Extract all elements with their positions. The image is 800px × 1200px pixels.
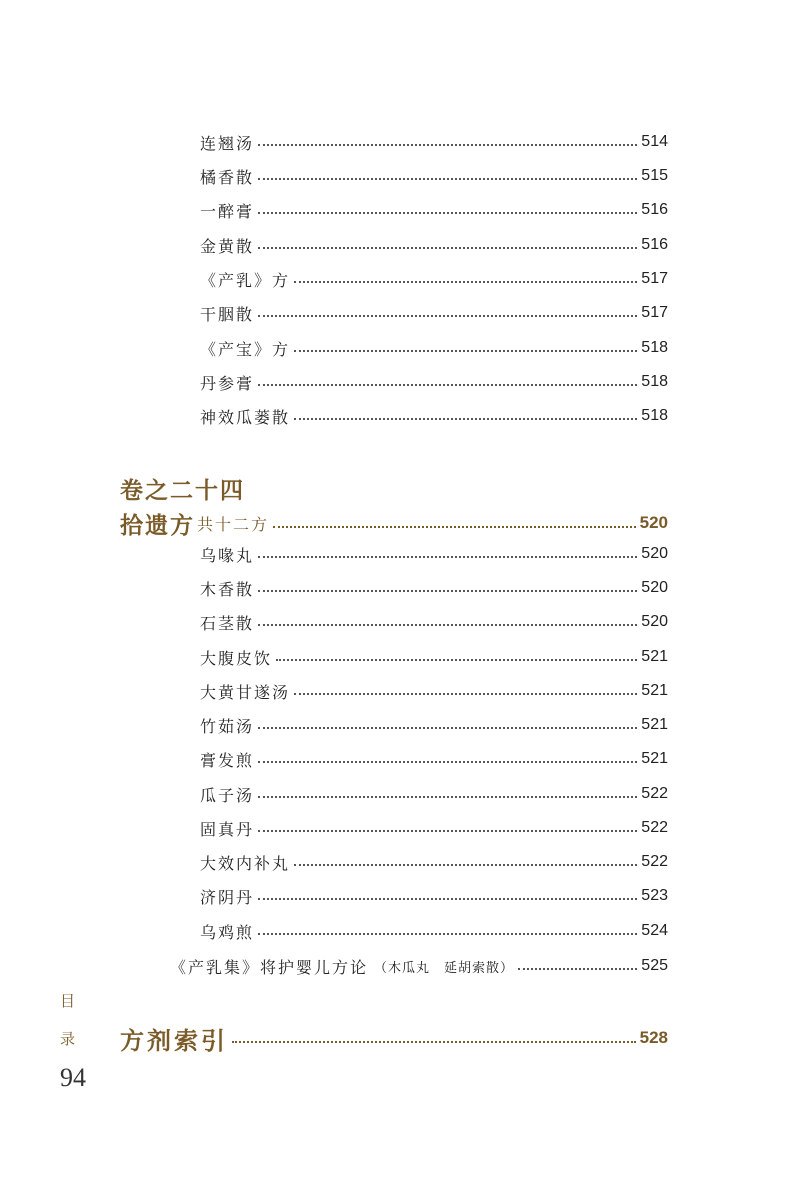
toc-entry-page: 518 [641, 339, 668, 356]
index-page: 528 [639, 1028, 668, 1047]
leader-dots [258, 623, 637, 626]
toc-entry-name: 大黄甘遂汤 [200, 682, 291, 702]
toc-entry-appendix[interactable] [170, 952, 668, 980]
toc-entry-name: 木香散 [200, 579, 255, 599]
toc-entry-page: 516 [641, 201, 668, 218]
toc-entry[interactable] [200, 711, 668, 739]
toc-entry-page: 518 [641, 407, 668, 424]
toc-entry[interactable] [200, 402, 668, 430]
toc-entry-name: 膏发煎 [200, 750, 255, 770]
toc-entry[interactable] [200, 608, 668, 636]
toc-entry-page: 516 [641, 236, 668, 253]
toc-entry[interactable] [200, 814, 668, 842]
section-page: 520 [639, 513, 668, 532]
leader-dots [258, 211, 637, 214]
toc-entry-name: 大腹皮饮 [200, 648, 273, 668]
leader-dots [258, 897, 637, 900]
toc-entry[interactable] [200, 162, 668, 190]
running-label-char: 目 [60, 992, 76, 1010]
toc-entry[interactable] [200, 643, 668, 671]
page-number: 94 [60, 1063, 86, 1092]
toc-entry-page: 520 [641, 613, 668, 630]
toc-entry-page: 523 [641, 887, 668, 904]
section-heading[interactable] [120, 506, 668, 540]
leader-dots [258, 932, 637, 935]
leader-dots [258, 829, 637, 832]
leader-dots [258, 589, 637, 592]
leader-dots [232, 1041, 636, 1043]
toc-entry[interactable] [200, 780, 668, 808]
toc-entry[interactable] [200, 231, 668, 259]
toc-entry-page: 517 [641, 304, 668, 321]
toc-entry-page: 515 [641, 167, 668, 184]
section-subtitle: 共十二方 [197, 514, 270, 534]
toc-entry-page: 514 [641, 133, 668, 150]
toc-entry-page: 520 [641, 545, 668, 562]
toc-entry-page: 522 [641, 785, 668, 802]
toc-entry-page: 521 [641, 750, 668, 767]
index-title: 方剂索引 [120, 1025, 228, 1055]
leader-dots [294, 692, 637, 695]
toc-entry[interactable] [200, 334, 668, 362]
leader-dots [258, 246, 637, 249]
leader-dots [258, 383, 637, 386]
leader-dots [258, 177, 637, 180]
volume-title: 卷之二十四 [120, 477, 245, 504]
index-heading[interactable] [120, 1018, 668, 1058]
toc-entry-page: 521 [641, 682, 668, 699]
toc-entry[interactable] [200, 745, 668, 773]
toc-entry[interactable] [200, 882, 668, 910]
toc-entry-name: 《产宝》方 [200, 339, 291, 359]
toc-entry-page: 522 [641, 853, 668, 870]
running-label-char: 录 [60, 1030, 76, 1048]
toc-entry-name: 丹参膏 [200, 373, 255, 393]
toc-entry[interactable] [200, 299, 668, 327]
leader-dots [518, 967, 637, 970]
leader-dots [294, 863, 637, 866]
leader-dots [258, 760, 637, 763]
toc-entry-name: 橘香散 [200, 167, 255, 187]
toc-entry-page: 518 [641, 373, 668, 390]
toc-entry[interactable] [200, 917, 668, 945]
leader-dots [294, 280, 637, 283]
toc-entry[interactable] [200, 128, 668, 156]
toc-entry-page: 525 [641, 957, 668, 974]
toc-entry-name: 神效瓜蒌散 [200, 407, 291, 427]
toc-entry-page: 524 [641, 922, 668, 939]
toc-entry-name: 乌鸡煎 [200, 922, 255, 942]
toc-entry[interactable] [200, 368, 668, 396]
leader-dots [273, 526, 636, 528]
leader-dots [276, 658, 637, 661]
toc-entry-name: 竹茹汤 [200, 716, 255, 736]
toc-entry-name: 济阴丹 [200, 887, 255, 907]
toc-entry[interactable] [200, 540, 668, 568]
toc-entry-name: 干胭散 [200, 304, 255, 324]
toc-entry[interactable] [200, 196, 668, 224]
toc-entry-name: 石茎散 [200, 613, 255, 633]
leader-dots [258, 726, 637, 729]
toc-entry-name: 一醉膏 [200, 201, 255, 221]
leader-dots [294, 417, 637, 420]
toc-entry-page: 517 [641, 270, 668, 287]
toc-entry-page: 521 [641, 716, 668, 733]
toc-entry-name: 《产乳》方 [200, 270, 291, 290]
toc-entry[interactable] [200, 574, 668, 602]
toc-entry-page: 521 [641, 648, 668, 665]
leader-dots [258, 555, 637, 558]
toc-entry[interactable] [200, 265, 668, 293]
toc-entry-name: 瓜子汤 [200, 785, 255, 805]
toc-entry[interactable] [200, 848, 668, 876]
toc-entry[interactable] [200, 677, 668, 705]
toc-entry-page: 522 [641, 819, 668, 836]
toc-entry-name: 乌喙丸 [200, 545, 255, 565]
toc-entry-name: 固真丹 [200, 819, 255, 839]
section-title: 拾遗方 [120, 511, 195, 539]
leader-dots [294, 349, 637, 352]
leader-dots [258, 143, 637, 146]
toc-entry-name: 大效内补丸 [200, 853, 291, 873]
toc-entry-note: （木瓜丸 延胡索散） [374, 960, 515, 976]
leader-dots [258, 795, 637, 798]
toc-entry-page: 520 [641, 579, 668, 596]
leader-dots [258, 314, 637, 317]
toc-entry-name: 连翘汤 [200, 133, 255, 153]
toc-entry-name: 《产乳集》将护婴儿方论 [170, 957, 369, 977]
toc-entry-name: 金黄散 [200, 236, 255, 256]
